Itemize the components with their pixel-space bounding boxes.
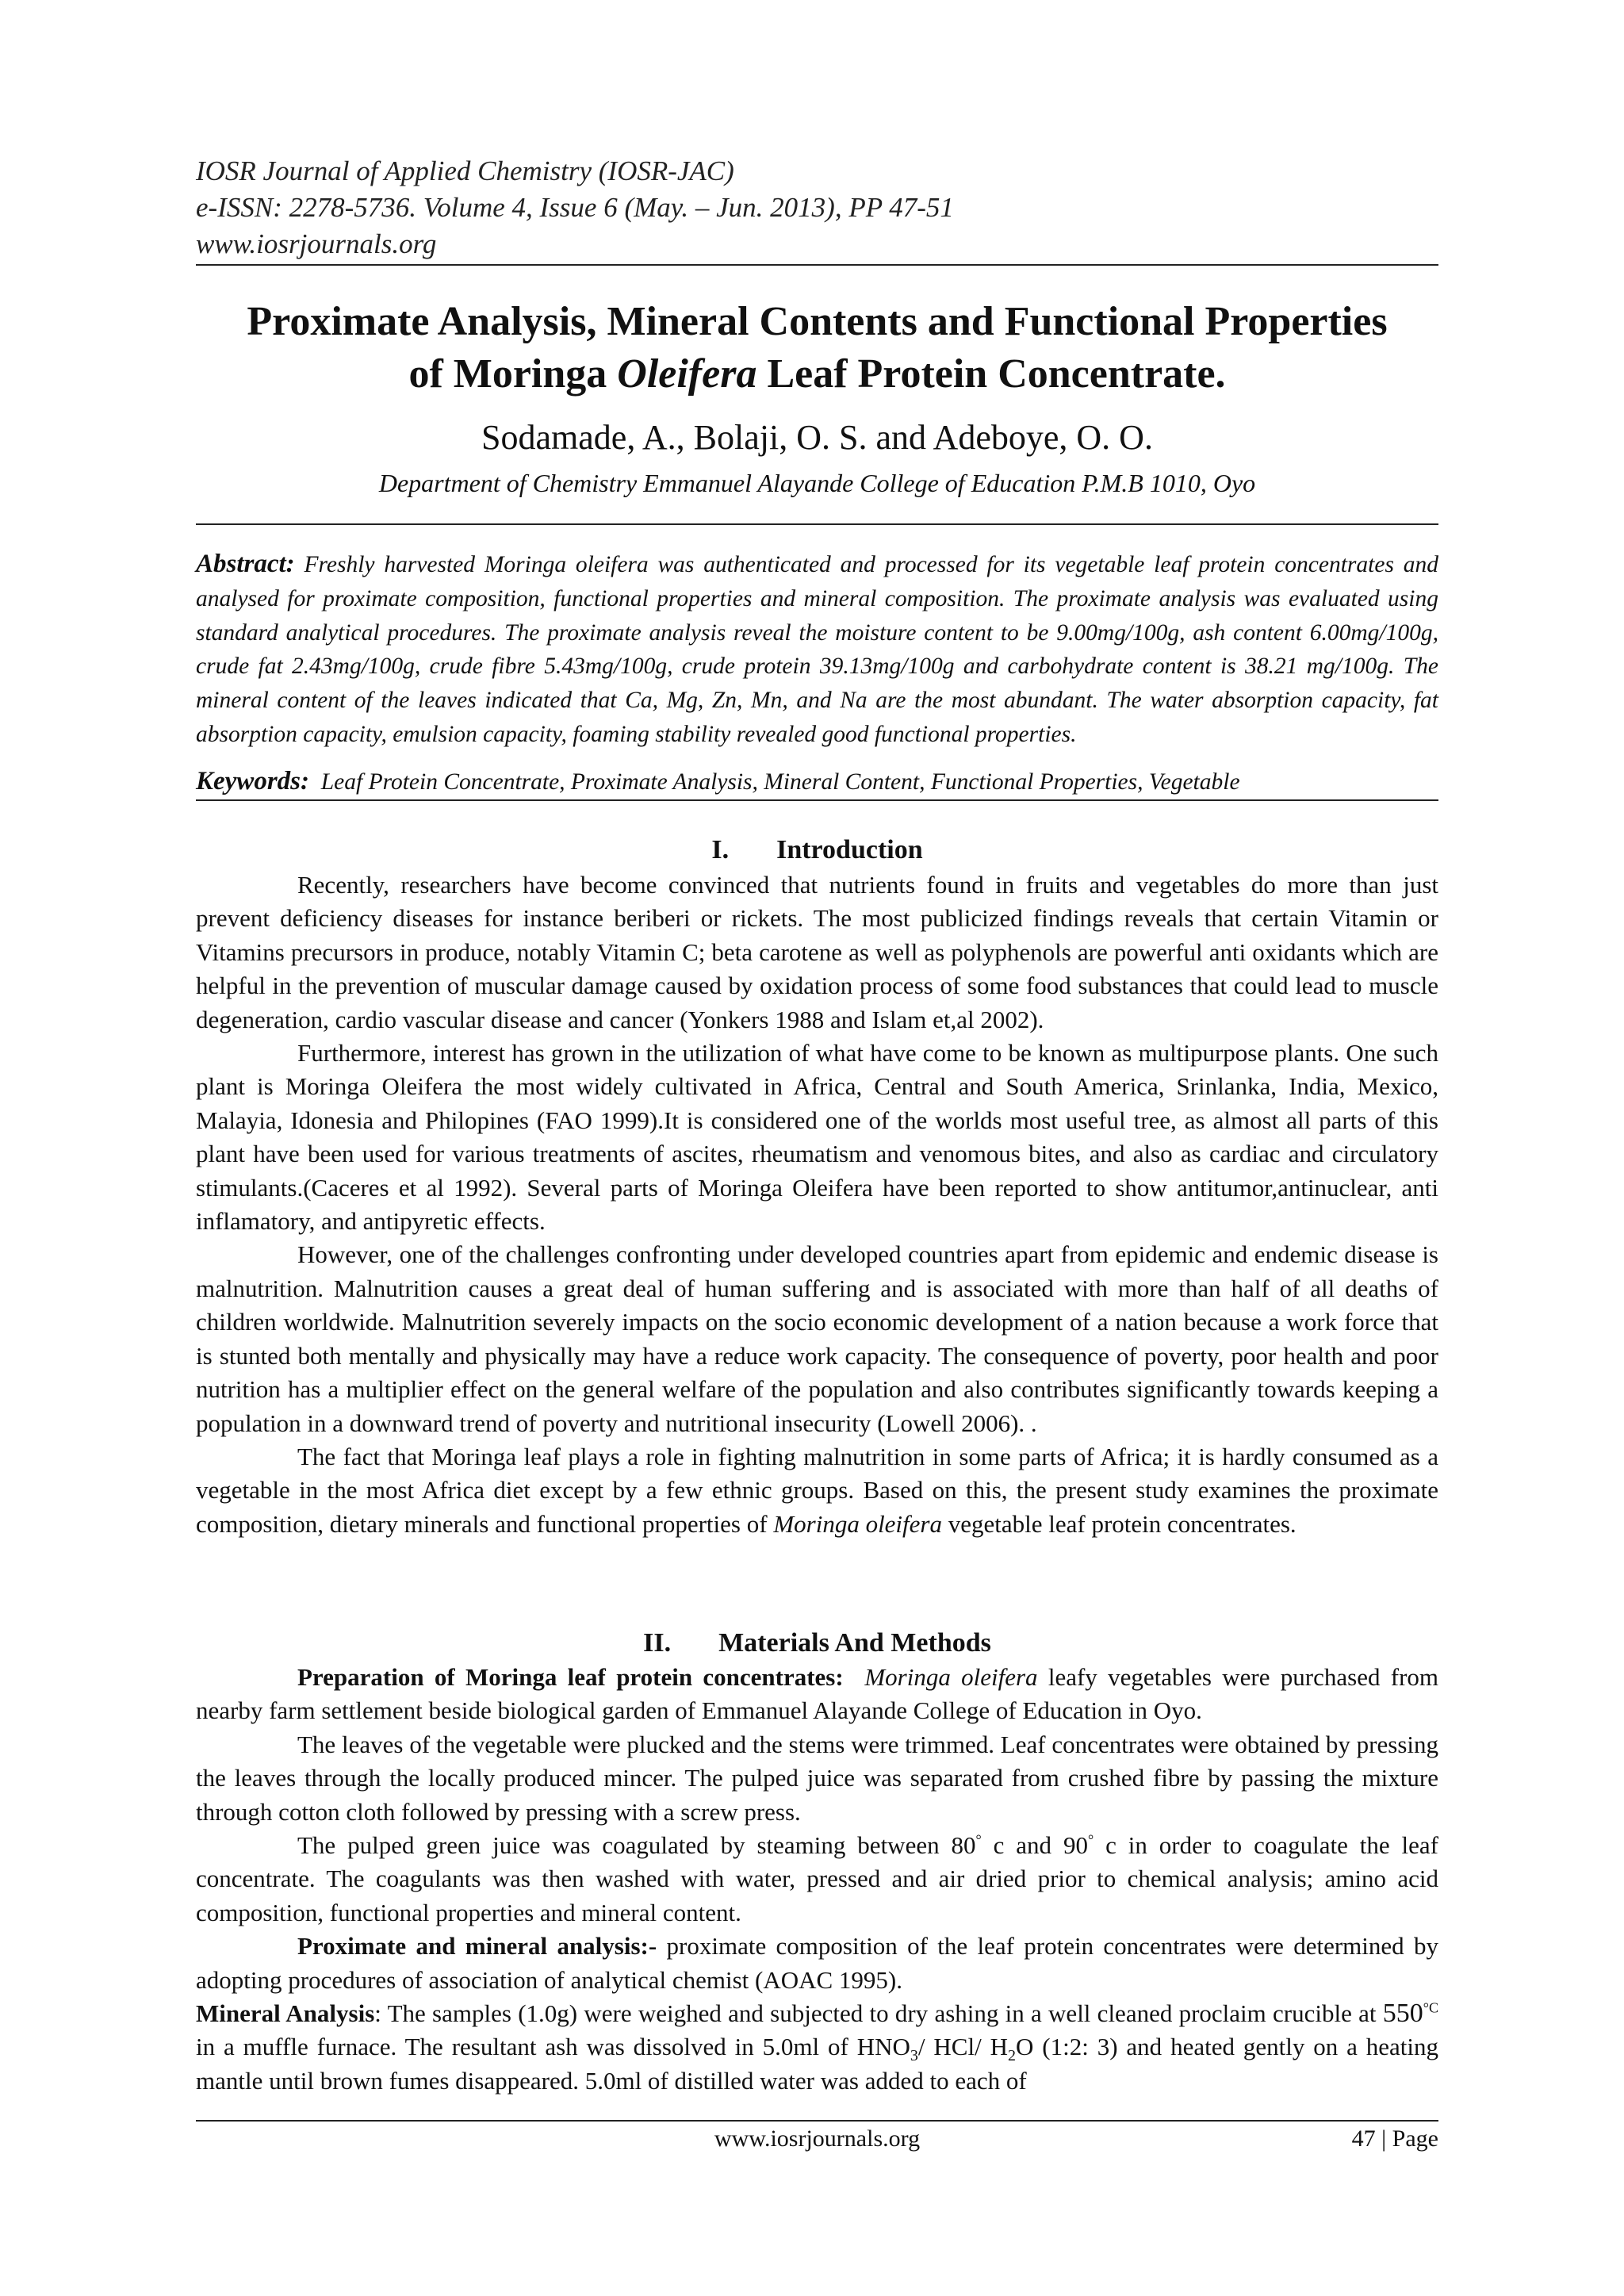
preparation-text: leafy vegetables were purchased from nearby farm settlement beside biological garden of Emmanuel Alayande College of Education in Oyo. [196,1663,1439,1725]
methods-paragraph-mineral [196,1997,1438,2098]
keywords-text: Leaf Protein Concentrate, Proximate Analysis, Mineral Content, Functional Properties, Vegetable [320,769,1240,795]
methods-body [196,1661,1438,2098]
section-title: Introduction [776,835,923,864]
abstract [196,547,1438,752]
degree-symbol: ° [975,1831,982,1848]
intro-p4-text: The fact that Moringa leaf plays a role in fighting malnutrition in some parts of Africa; it is hardly consumed as a vegetable in the most Africa diet except by a few ethnic groups. Based on this, the present study examines the proximate composition, dietary minerals and functional properties of [196,1442,1438,1538]
abstract-top-rule [196,523,1438,525]
intro-paragraph-1: Recently, researchers have become convinced that nutrients found in fruits and vegetables do more than just prevent deficiency diseases for instance beriberi or rickets. The most publicized findings reveals that certain Vitamin or Vitamins precursors in produce, notably Vitamin C; beta carotene as well as polyphenols are powerful anti oxidants which are helpful in the prevention of muscular damage caused by oxidation process of some food substances that could lead to muscle degeneration, cardio vascular disease and cancer (Yonkers 1988 and Islam et,al 2002). [196,871,1438,1033]
title-line-1: Proximate Analysis, Mineral Contents and Functional Properties [247,299,1388,344]
methods-paragraph-preparation [196,1661,1438,1728]
intro-p4-end: vegetable leaf protein concentrates. [941,1509,1297,1538]
footer-rule [196,2120,1438,2122]
section-number: II. [643,1628,672,1658]
paper-title [196,296,1438,401]
issn-line: e-ISSN: 2278-5736. Volume 4, Issue 6 (May. – Jun. 2013), PP 47-51 [196,192,954,223]
intro-p4-italic: Moringa oleifera [773,1509,942,1538]
section-heading-methods [196,1626,1438,1661]
intro-paragraph-2: Furthermore, interest has grown in the utilization of what have come to be known as multipurpose plants. One such plant is Moringa Oleifera the most widely cultivated in Africa, Central and South America, Srinlanka, India, Mexico, Malayia, Idonesia and Philopines (FAO 1999).It is considered one of the worlds most useful tree, as almost all parts of this plant have been used for various treatments of ascites, rheumatism and venomous bites, and also as cardiac and circulatory stimulants.(Caceres et al 1992). Several parts of Moringa Oleifera have been reported to show antitumor,antinuclear, anti inflamatory, and antipyretic effects. [196,1039,1438,1236]
authors: Sodamade, A., Bolaji, O. S. and Adeboye, O. O. [481,418,1153,457]
intro-paragraph-4 [196,1440,1438,1541]
title-line-2-prefix: of Moringa [408,351,618,397]
introduction-body [196,868,1438,1541]
section-heading-introduction [196,833,1438,868]
methods-p3-a: The pulped green juice was coagulated by steaming between 80 [297,1831,976,1860]
mineral-temperature: 550 [1382,1999,1423,2029]
journal-website: www.iosrjournals.org [196,228,437,259]
title-line-2-suffix: Leaf Protein Concentrate. [756,351,1226,397]
mineral-text-a: : The samples (1.0g) were weighed and subjected to dry ashing in a well cleaned proclaim crucible at [374,1999,1383,2028]
abstract-text: Freshly harvested Moringa oleifera was authenticated and processed for its vegetable leaf protein concentrates and analysed for proximate composition, functional properties and mineral composition. The proximate analysis was evaluated using standard analytical procedures. The proximate analysis reveal the moisture content to be 9.00mg/100g, ash content 6.00mg/100g, crude fat 2.43mg/100g, crude fibre 5.43mg/100g, crude protein 39.13mg/100g and carbohydrate content is 38.21 mg/100g. The mineral content of the leaves indicated that Ca, Mg, Zn, Mn, and Na are the most abundant. The water absorption capacity, fat absorption capacity, emulsion capacity, foaming stability revealed good functional properties. [196,552,1438,747]
footer-url: www.iosrjournals.org [714,2125,921,2152]
keywords-label: Keywords: [196,767,309,795]
preparation-label: Preparation of Moringa leaf protein concentrates: [297,1663,844,1691]
affiliation: Department of Chemistry Emmanuel Alayande College of Education P.M.B 1010, Oyo [378,469,1256,497]
section-number: I. [711,835,730,864]
journal-header [196,153,1433,263]
header-rule [196,264,1438,266]
preparation-italic: Moringa oleifera [864,1663,1038,1691]
title-line-2-italic: Oleifera [617,351,757,397]
methods-p3-c: c in order to coagulate the leaf concentrate. The coagulants was then washed with water, pressed and air dried prior to chemical analysis; amino acid composition, functional properties and mineral content. [196,1831,1438,1926]
intro-paragraph-3: However, one of the challenges confronting under developed countries apart from epidemic and endemic disease is malnutrition. Malnutrition causes a great deal of human suffering and is associated with more than half of all deaths of children worldwide. Malnutrition severely impacts on the socio economic development of a nation because a work force that is stunted both mentally and physically may have a reduce work capacity. The consequence of poverty, poor health and poor nutrition has a multiplier effect on the general welfare of the population and also contributes significantly towards keeping a population in a downward trend of poverty and nutritional insecurity (Lowell 2006). . [196,1240,1438,1437]
abstract-label: Abstract: [196,550,295,578]
methods-paragraph-proximate [196,1930,1438,1997]
keywords-rule [196,799,1438,801]
methods-p3-b: c and 90 [981,1831,1088,1860]
proximate-text: proximate composition of the leaf protein concentrates were determined by adopting procedures of association of analytical chemist (AOAC 1995). [196,1932,1438,1994]
page-number: 47 | Page [1351,2125,1438,2152]
subscript-2: 2 [1007,2047,1016,2065]
methods-paragraph-3 [196,1829,1438,1930]
mineral-text-b: in a muffle furnace. The resultant ash was dissolved in 5.0ml of HNO [196,2033,910,2061]
degree-symbol: ° [1087,1831,1094,1848]
subscript-3: 3 [910,2047,918,2065]
celsius-symbol: °C [1423,1999,1438,2016]
title-line-2 [196,348,1438,401]
journal-name: IOSR Journal of Applied Chemistry (IOSR-JAC) [196,155,734,186]
section-title: Materials And Methods [718,1628,991,1658]
keywords [196,765,1438,798]
mineral-text-c: / HCl/ H [917,2033,1008,2061]
proximate-label: Proximate and mineral analysis:- [297,1932,657,1961]
mineral-label: Mineral Analysis [196,1999,375,2028]
methods-paragraph-2: The leaves of the vegetable were plucked and the stems were trimmed. Leaf concentrates were obtained by pressing the leaves through the locally produced mincer. The pulped juice was separated from crushed fibre by passing the mixture through cotton cloth followed by pressing with a screw press. [196,1730,1438,1826]
mineral-text-d: O (1:2: 3) and heated gently on a heating mantle until brown fumes disappeared. 5.0ml of distilled water was added to each of [196,2033,1439,2095]
